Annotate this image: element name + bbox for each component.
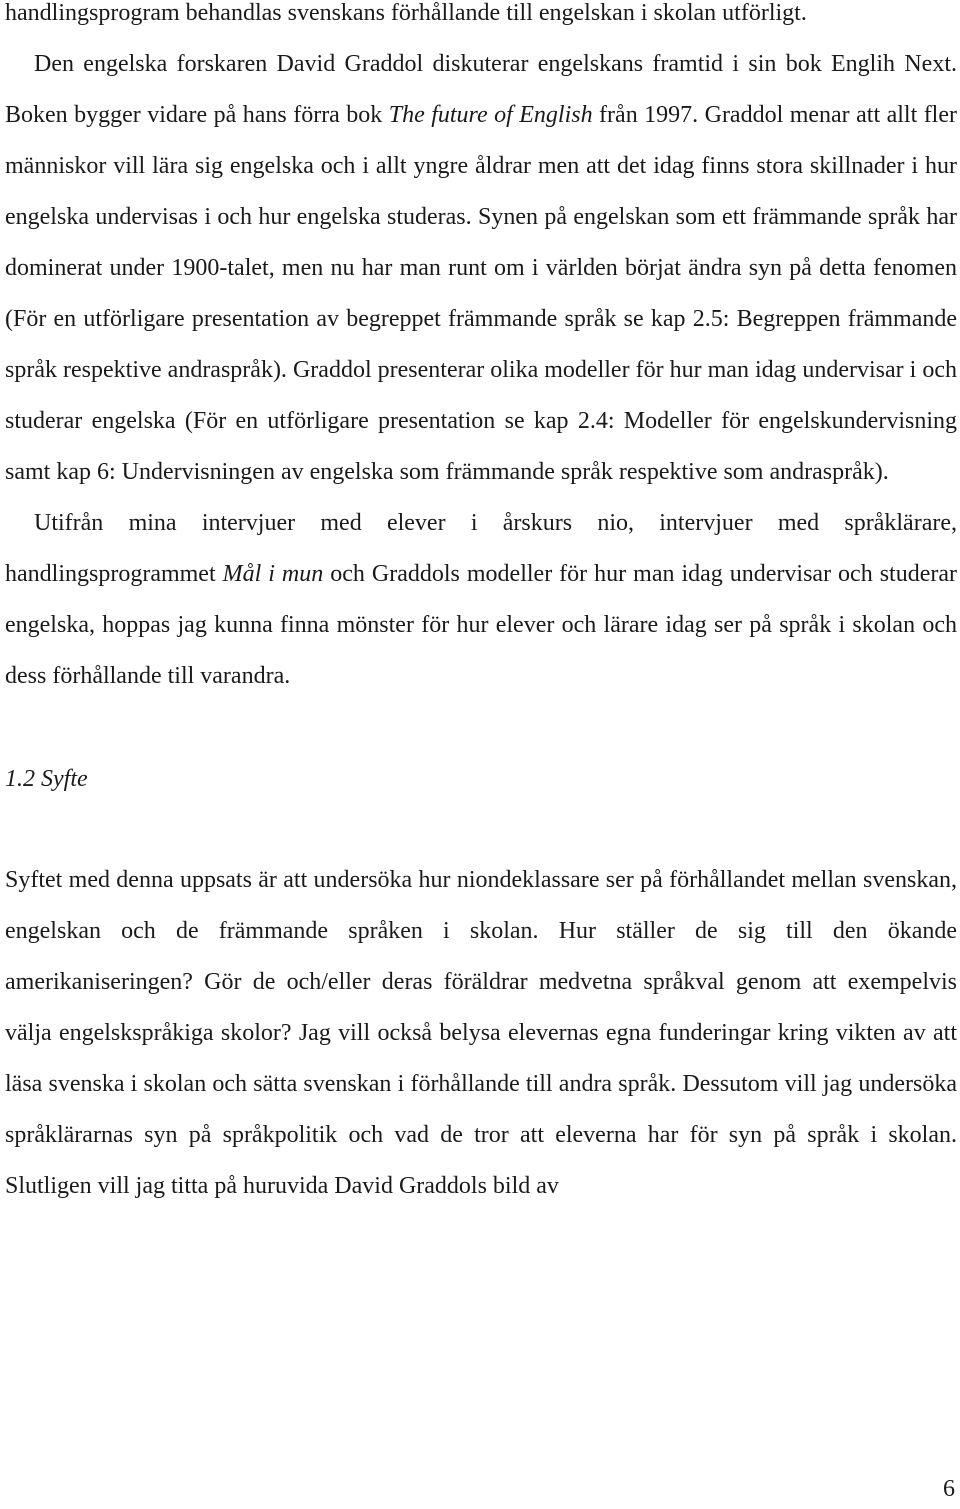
paragraph-purpose: Syftet med denna uppsats är att undersöka hur niondeklassare ser på förhållandet mellan svenskan, engelskan och de främmande språken i skolan. Hur ställer de sig till den ökande amerikaniseringen? Gör de och/eller deras föräldrar medvetna språkval genom att exempelvis välja engelskspråkiga skolor? Jag vill också belysa elevernas egna funderingar kring vikten av att läsa svenska i skolan och sätta svenskan i förhållande till andra språk. Dessutom vill jag undersöka språklärarnas syn på språkpolitik och vad de tror att eleverna har för syn på språk i skolan. Slutligen vill jag titta på huruvida David Graddols bild av xyxy=(5,867,957,1199)
section-heading-syfte: 1.2 Syfte xyxy=(5,766,88,792)
paragraph-graddol-text-1: Den engelska forskaren David Graddol diskuterar engelskans framtid i sin bok Englih Next. Boken bygger vidare på hans förra bok xyxy=(5,51,957,128)
book-title-future-of-english: The future of English xyxy=(388,102,593,128)
paragraph-graddol-text-2: från 1997. Graddol menar att allt fler människor vill lära sig engelska och i allt yngre åldrar men att det idag finns stora skillnader i hur engelska undervisas i och hur engelska studeras. Synen på engelskan som ett främmande språk har dominerat under 1900-talet, men nu har man runt om i världen börjat ändra syn på detta fenomen (För en utförligare presentation av begreppet främmande språk se kap 2.5: Begreppen främmande språk respektive andraspråk). Graddol presenterar olika modeller för hur man idag undervisar i och studerar engelska (För en utförligare presentation se kap 2.4: Modeller för engelskundervisning samt kap 6: Undervisningen av engelska som främmande språk respektive som andraspråk). xyxy=(5,102,957,485)
document-page xyxy=(5,0,957,1212)
paragraph-continuation: handlingsprogram behandlas svenskans förhållande till engelskan i skolan utförligt. xyxy=(5,0,807,26)
paragraph-method-text-1: Utifrån mina intervjuer med elever i årskurs nio, intervjuer med språklärare, handlingsprogrammet xyxy=(5,510,957,587)
paragraph-method-text-2: och Graddols modeller för hur man idag undervisar och studerar engelska, hoppas jag kunna finna mönster för hur elever och lärare idag ser på språk i skolan och dess förhållande till varandra. xyxy=(5,561,957,689)
page-number: 6 xyxy=(943,1476,955,1502)
paragraph-method xyxy=(5,498,957,702)
paragraph-graddol xyxy=(5,39,957,498)
program-title-mal-i-mun: Mål i mun xyxy=(222,561,324,587)
